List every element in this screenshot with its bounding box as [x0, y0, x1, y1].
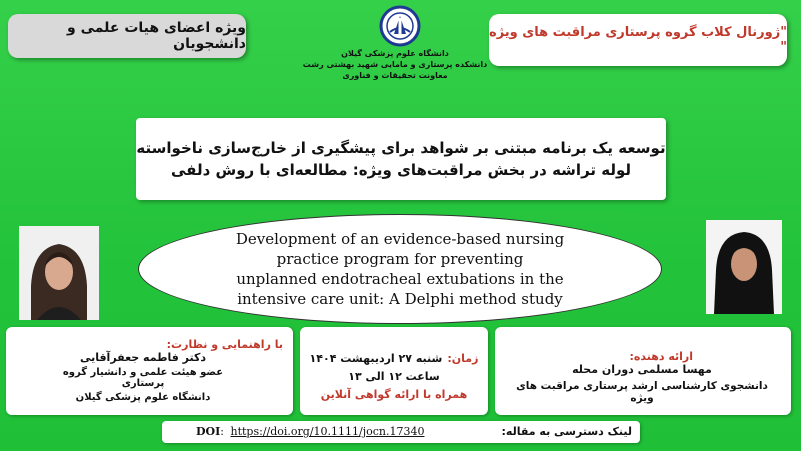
persian-title-line2: لوله تراشه در بخش مراقبت‌های ویژه: مطالعه‌ای با روش دلفی: [170, 161, 632, 179]
schedule-box: [300, 327, 488, 415]
certificate-note: همراه با ارائه گواهی آنلاین: [320, 388, 468, 401]
schedule-date: شنبه ۲۷ اردیبهشت ۱۴۰۴: [309, 352, 443, 365]
research-office-line: معاونت تحقیقات و فناوری: [342, 71, 448, 80]
persian-title-line1: توسعه یک برنامه مبتنی بر شواهد برای پیشگیری از خارج‌سازی ناخواسته: [136, 139, 666, 157]
university-logo-icon: [360, 4, 440, 48]
presenter-portrait: [706, 220, 782, 314]
supervisor-box: [6, 327, 293, 415]
supervisor-org: دانشگاه علوم پزشکی گیلان: [75, 392, 211, 403]
audience-badge: [8, 14, 246, 58]
article-access-label: لینک دسترسی به مقاله:: [501, 425, 632, 438]
persian-title: [136, 118, 666, 200]
supervisor-label: با راهنمایی و نظارت:: [166, 338, 283, 351]
supervisor-portrait: [19, 226, 99, 320]
presenter-label: ارائه دهنده:: [629, 350, 693, 363]
presenter-role: دانشجوی کارشناسی ارشد پرستاری مراقبت های ویژه: [516, 380, 768, 404]
schedule-label: زمان:: [447, 352, 479, 365]
supervisor-role: عضو هیئت علمی و دانشیار گروه پرستاری: [62, 367, 224, 389]
doi-separator: :: [220, 425, 224, 438]
faculty-line: دانشکده پرستاری و مامایی شهید بهشتی رشت: [302, 60, 488, 69]
presenter-box: [495, 327, 791, 415]
doi-label: DOI: [196, 425, 221, 438]
journal-club-badge-text: "ژورنال کلاب گروه پرستاری مراقبت های ویژه ": [489, 25, 787, 55]
university-line: دانشگاه علوم پزشکی گیلان: [341, 49, 449, 58]
supervisor-name: دکتر فاطمه جعفرآقایی: [79, 351, 207, 364]
audience-badge-text: ویژه اعضای هیات علمی و دانشجویان: [67, 20, 246, 52]
doi-bar: [162, 421, 640, 443]
schedule-time: ساعت ۱۲ الی ۱۳: [348, 370, 440, 383]
english-title: Development of an evidence-based nursing practice program for preventing unplanned endotracheal extubations in the intensive care unit: A Delphi method study: [235, 230, 565, 308]
english-title-ellipse: [138, 214, 662, 324]
presenter-name: مهسا مسلمی دوران محله: [572, 363, 712, 376]
journal-club-badge: [489, 14, 787, 66]
doi-link[interactable]: https://doi.org/10.1111/jocn.17340: [230, 425, 425, 438]
university-name: [300, 48, 490, 81]
